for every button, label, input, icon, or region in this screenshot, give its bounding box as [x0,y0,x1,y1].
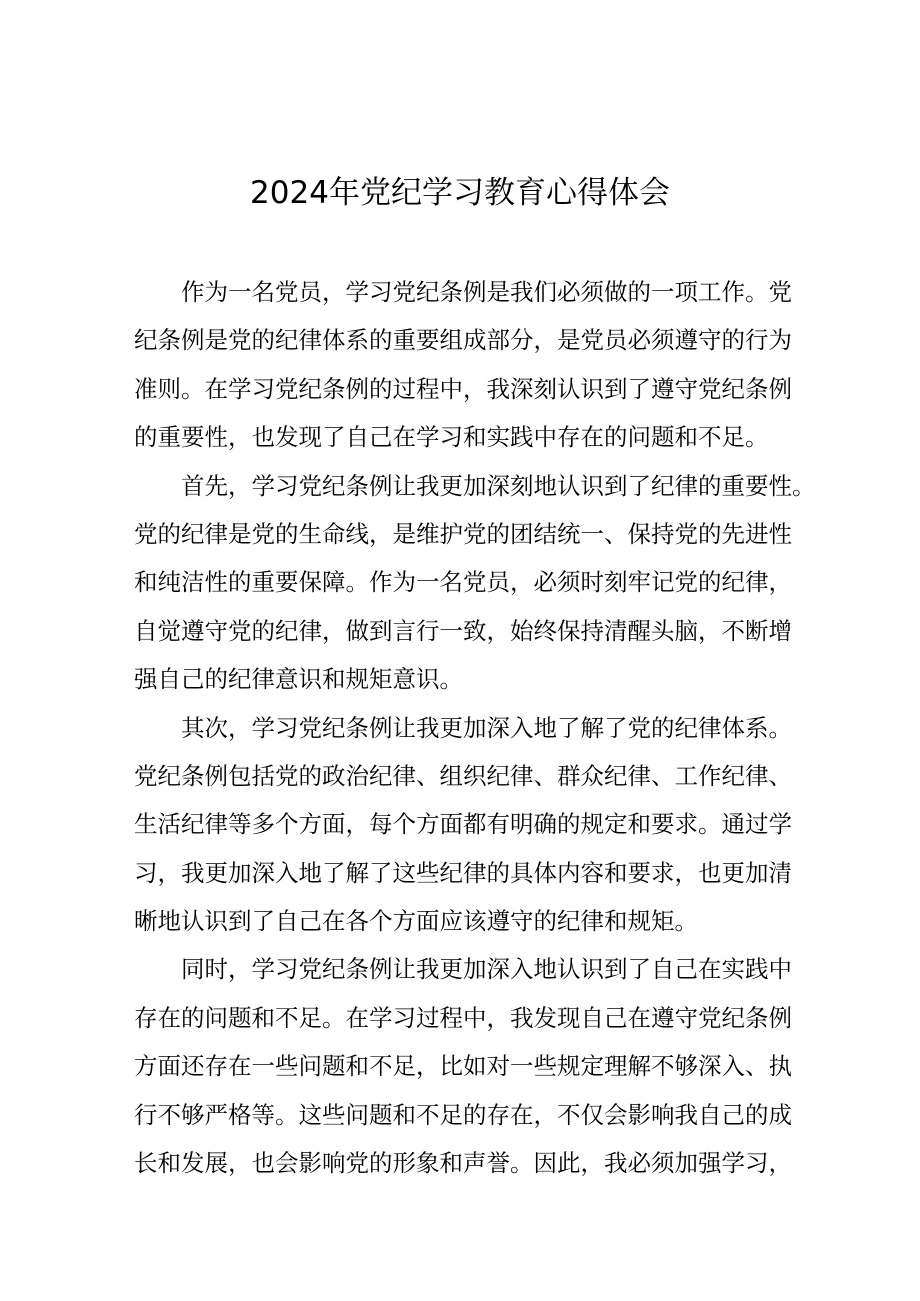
paragraph-4 [134,945,794,1187]
paragraph-1 [134,268,794,462]
text-line: 作为一名党员，学习党纪条例是我们必须做的一项工作。党 [181,278,792,306]
text-line: 其次，学习党纪条例让我更加深入地了解了党的纪律体系。 [181,713,792,742]
text-line: 同时，学习党纪条例让我更加深入地认识到了自己在实践中 [181,955,792,984]
paragraph-3 [134,704,794,946]
text-line: 准则。在学习党纪条例的过程中，我深刻认识到了遵守党纪条例 [134,374,792,403]
text-line: 习，我更加深入地了解了这些纪律的具体内容和要求，也更加清 [134,858,792,887]
text-line: 和纯洁性的重要保障。作为一名党员，必须时刻牢记党的纪律， [134,568,792,597]
text-line: 晰地认识到了自己在各个方面应该遵守的纪律和规矩。 [134,907,698,936]
text-line: 首先，学习党纪条例让我更加深刻地认识到了纪律的重要性。 [181,471,816,500]
text-line: 党的纪律是党的生命线，是维护党的团结统一、保持党的先进性 [134,519,792,548]
text-line: 党纪条例包括党的政治纪律、组织纪律、群众纪律、工作纪律、 [134,761,792,790]
text-line: 长和发展，也会影响党的形象和声誉。因此，我必须加强学习， [134,1149,792,1178]
document-title: 2024年党纪学习教育心得体会 [250,175,670,211]
text-line: 存在的问题和不足。在学习过程中，我发现自己在遵守党纪条例 [134,1003,792,1032]
text-line: 行不够严格等。这些问题和不足的存在，不仅会影响我自己的成 [134,1100,792,1129]
paragraph-2 [134,462,816,704]
text-line: 方面还存在一些问题和不足，比如对一些规定理解不够深入、执 [134,1052,792,1081]
text-line: 的重要性，也发现了自己在学习和实践中存在的问题和不足。 [134,423,769,452]
text-line: 自觉遵守党的纪律，做到言行一致，始终保持清醒头脑，不断增 [134,616,792,645]
text-line: 强自己的纪律意识和规矩意识。 [134,665,463,694]
document-body [134,268,816,1187]
text-line: 生活纪律等多个方面，每个方面都有明确的规定和要求。通过学 [134,810,792,839]
text-line: 纪条例是党的纪律体系的重要组成部分，是党员必须遵守的行为 [134,326,792,355]
